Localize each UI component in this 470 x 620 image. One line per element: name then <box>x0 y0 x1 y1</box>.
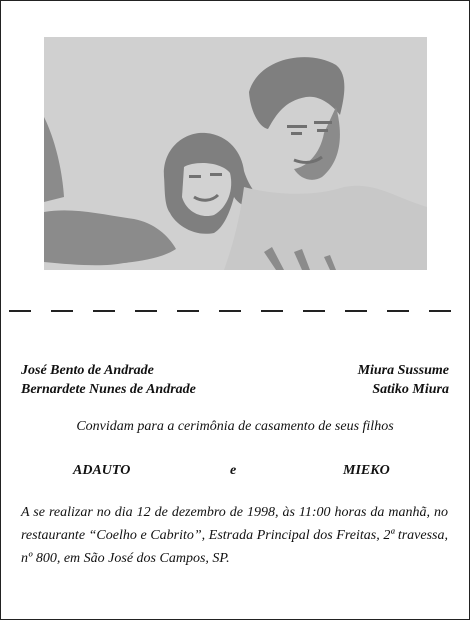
photo-grain <box>44 37 427 270</box>
groom-mother: Bernardete Nunes de Andrade <box>21 382 196 397</box>
bride-father: Miura Sussume <box>357 363 449 378</box>
bride-parents <box>358 361 449 399</box>
couple-photo <box>44 37 427 270</box>
groom-parents <box>21 361 196 399</box>
invitation-line: Convidam para a cerimônia de casamento de seus filhos <box>76 419 394 434</box>
groom-father: José Bento de Andrade <box>21 363 154 378</box>
conjunction: e <box>230 463 237 478</box>
bride-mother: Satiko Miura <box>372 382 449 397</box>
bride-name: MIEKO <box>343 463 390 478</box>
dashed-cut-line <box>9 310 464 312</box>
couple-photo-image <box>44 37 427 270</box>
ceremony-details: A se realizar no dia 12 de dezembro de 1998, às 11:00 horas da manhã, no restaurante “Coelho e Cabrito”, Estrada Principal dos Freitas, 2ª travessa, nº 800, em São José dos Campos, SP. <box>21 505 448 566</box>
groom-name: ADAUTO <box>73 463 131 478</box>
